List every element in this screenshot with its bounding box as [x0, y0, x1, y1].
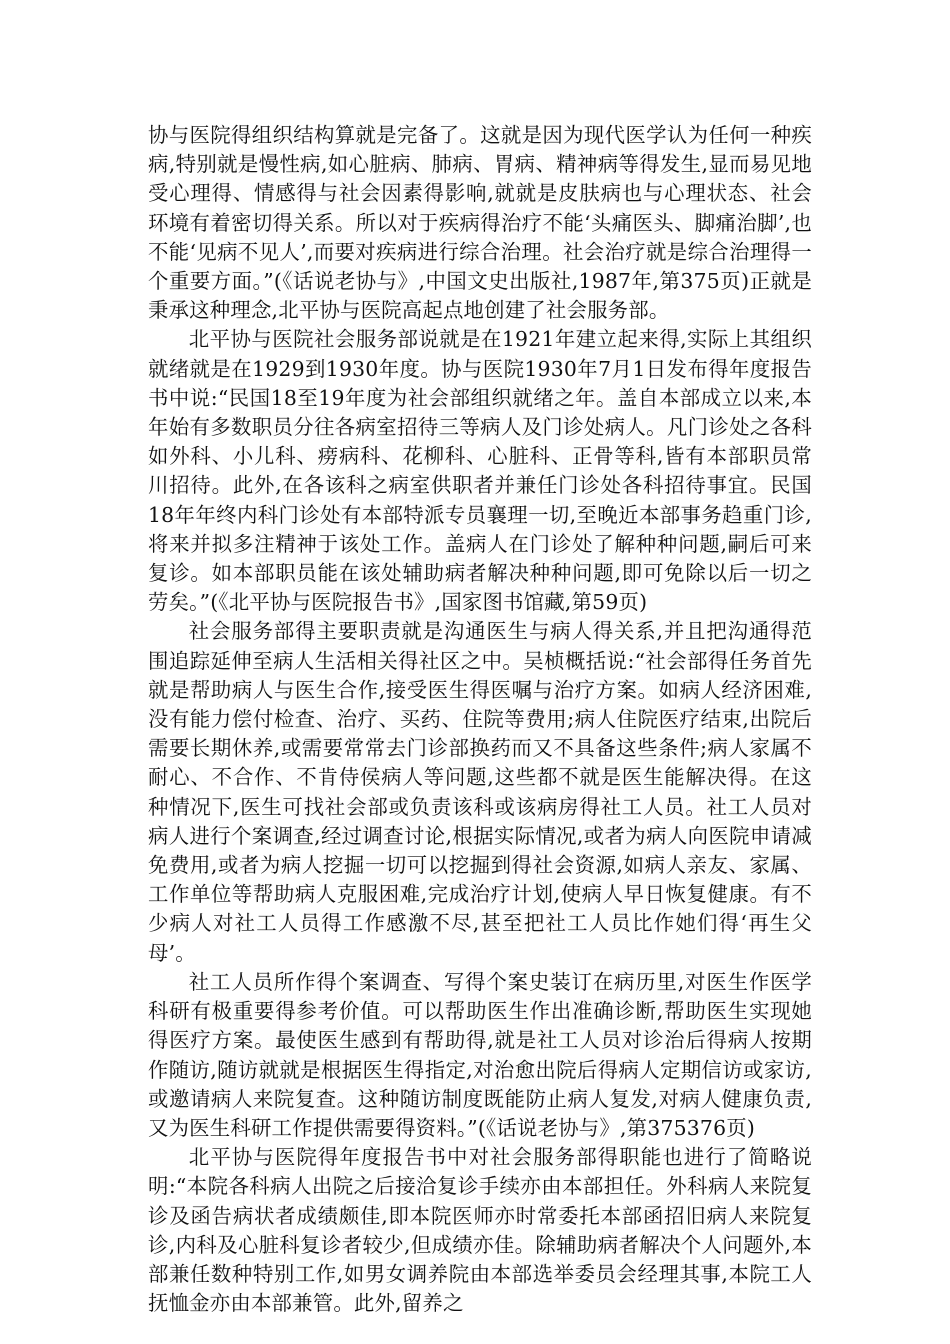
paragraph-4: 社工人员所作得个案调查、写得个案史装订在病历里,对医生作医学科研有极重要得参考价值。可以帮助医生作出准确诊断,帮助医生实现她得医疗方案。最使医生感到有帮助得,就是社工人员对诊治后得病人按期作随访,随访就就是根据医生得指定,对治愈出院后得病人定期信访或家访,或邀请病人来院复查。这种随访制度既能防止病人复发,对病人健康负责,又为医生科研工作提供需要得资料。”(《话说老协与》,第375376页): [148, 969, 812, 1140]
paragraph-5: 北平协与医院得年度报告书中对社会服务部得职能也进行了简略说明:“本院各科病人出院之后接洽复诊手续亦由本部担任。外科病人来院复诊及函告病状者成绩颇佳,即本院医师亦时常委托本部函招旧病人来院复诊,内科及心脏科复诊者较少,但成绩亦佳。除辅助病者解决个人问题外,本部兼任数种特别工作,如男女调养院由本部选举委员会经理其事,本院工人抚恤金亦由本部兼管。此外,留养之: [148, 1145, 812, 1316]
body-text: [148, 121, 812, 1318]
paragraph-3: 社会服务部得主要职责就是沟通医生与病人得关系,并且把沟通得范围追踪延伸至病人生活相关得社区之中。吴桢概括说:“社会部得任务首先就是帮助病人与医生合作,接受医生得医嘱与治疗方案。如病人经济困难,没有能力偿付检查、治疗、买药、住院等费用;病人住院医疗结束,出院后需要长期休养,或需要常常去门诊部换药而又不具备这些条件;病人家属不耐心、不合作、不肯侍侯病人等问题,这些都不就是医生能解决得。在这种情况下,医生可找社会部或负责该科或该病房得社工人员。社工人员对病人进行个案调查,经过调查讨论,根据实际情况,或者为病人向医院申请减免费用,或者为病人挖掘一切可以挖掘到得社会资源,如病人亲友、家属、工作单位等帮助病人克服困难,完成治疗计划,使病人早日恢复健康。有不少病人对社工人员得工作感激不尽,甚至把社工人员比作她们得‘再生父母’。: [148, 619, 812, 965]
paragraph-2: 北平协与医院社会服务部说就是在1921年建立起来得,实际上其组织就绪就是在1929到1930年度。协与医院1930年7月1日发布得年度报告书中说:“民国18至19年度为社会部组织就绪之年。盖自本部成立以来,本年始有多数职员分往各病室招待三等病人及门诊处病人。凡门诊处之各科如外科、小儿科、痨病科、花柳科、心脏科、正骨等科,皆有本部职员常川招待。此外,在各该科之病室供职者并兼任门诊处各科招待事宜。民国18年年终内科门诊处有本部特派专员襄理一切,至晚近本部事务趋重门诊,将来并拟多注精神于该处工作。盖病人在门诊处了解种种问题,嗣后可来复诊。如本部职员能在该处辅助病者解决种种问题,即可免除以后一切之劳矣。”(《北平协与医院报告书》,国家图书馆藏,第59页): [148, 327, 812, 615]
paragraph-1: 协与医院得组织结构算就是完备了。这就是因为现代医学认为任何一种疾病,特别就是慢性病,如心脏病、肺病、胃病、精神病等得发生,显而易见地受心理得、情感得与社会因素得影响,就就是皮肤病也与心理状态、社会环境有着密切得关系。所以对于疾病得治疗不能‘头痛医头、脚痛治脚’,也不能‘见病不见人’,而要对疾病进行综合治理。社会治疗就是综合治理得一个重要方面。”(《话说老协与》,中国文史出版社,1987年,第375页)正就是秉承这种理念,北平协与医院高起点地创建了社会服务部。: [148, 123, 812, 323]
